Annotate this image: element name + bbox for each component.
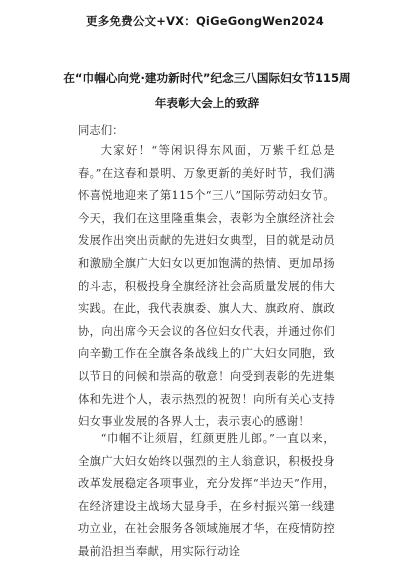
promo-header: 更多免费公文+VX：QiGeGongWen2024 [86,14,324,28]
document-title: 在“巾帼心向党·建功新时代”纪念三八国际妇女节115周年表彰大会上的致辞 [63,71,351,110]
paragraph-2: “巾帼不让须眉，红颜更胜儿郎。”一直以来，全旗广大妇女始终以强烈的主人翁意识，积极投身改革发展稳定各项事业，充分发挥“半边天”作用，在经济建设主战场大显身手，在乡村振兴第一线建功立业，在社会服务各领域施展才华，在疫情防控最前沿担当奉献，用实际行动诠 [78,432,335,558]
salutation: 同志们： [78,123,124,137]
paragraph-1: 大家好！“等闲识得东风面，万紫千红总是春。”在这春和景明、万象更新的美好时节，我们满怀喜悦地迎来了第115个“三八”国际劳动妇女节。今天，我们在这里隆重集会，表彰为全旗经济社会发展作出突出贡献的先进妇女典型，目的就是动员和激励全旗广大妇女以更加饱满的热情、更加昂扬的斗志，积极投身全旗经济社会高质量发展的伟大实践。在此，我代表旗委、旗人大、旗政府、旗政协，向出席今天会议的各位妇女代表，并通过你们向辛勤工作在全旗各条战线上的广大妇女同胞，致以节日的问候和崇高的敬意！向受到表彰的先进集体和先进个人，表示热烈的祝贺！向所有关心支持妇女事业发展的各界人士，表示衷心的感谢！ [78,144,335,429]
